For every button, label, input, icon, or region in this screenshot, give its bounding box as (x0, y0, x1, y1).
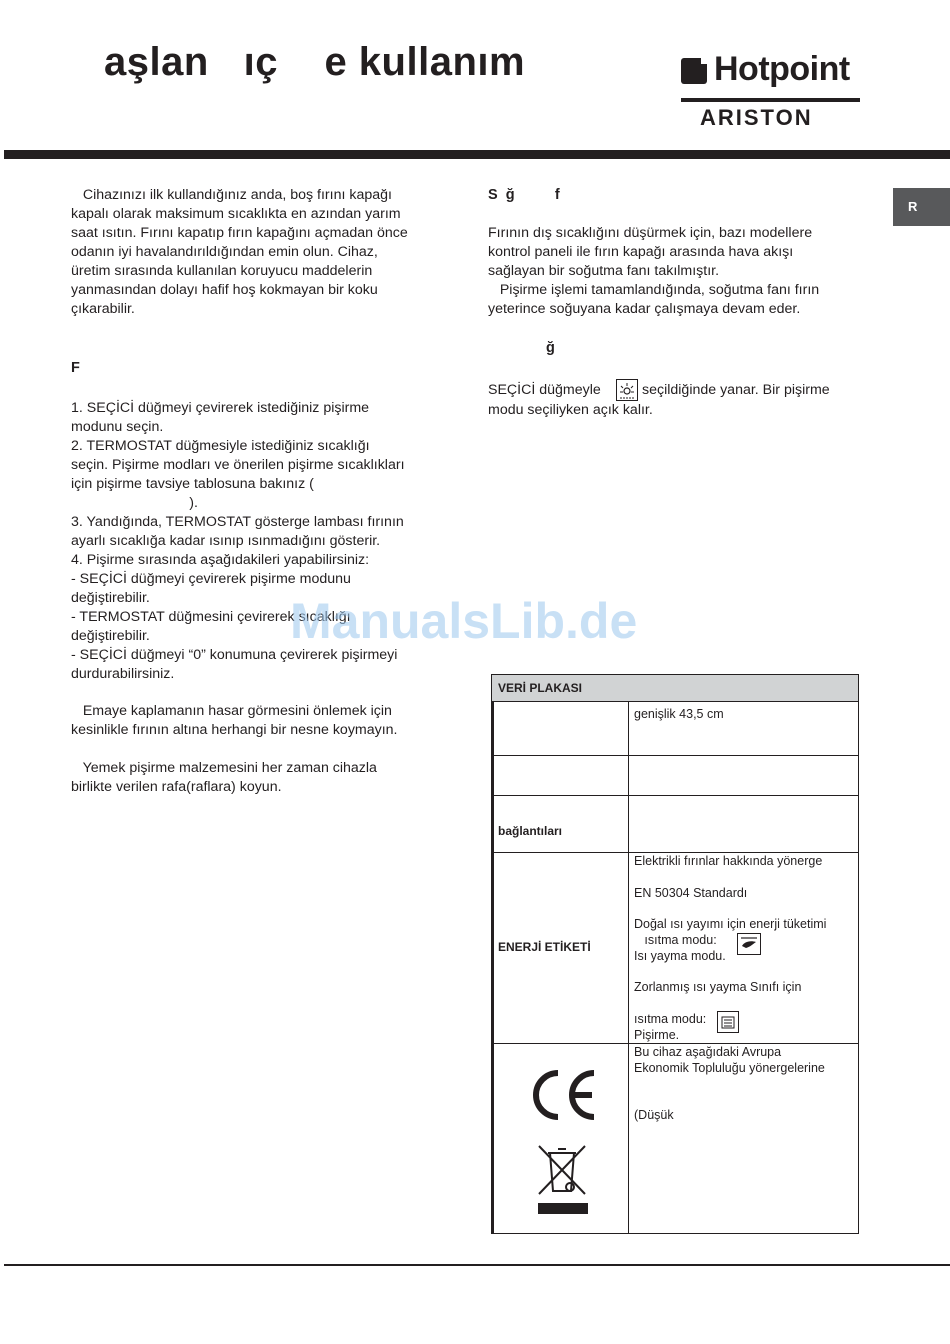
data-plate-header: VERİ PLAKASI (492, 675, 858, 702)
lamp-text-line2: modu seçiliyken açık kalır. (488, 402, 653, 418)
enamel-paragraph: Emaye kaplamanın hasar görmesini önlemek için kesinlikle fırının altına herhangi bir nesne koymayın. (71, 703, 398, 738)
page-title: aşlan ıç e kullanım (104, 40, 526, 84)
eu-line: (Düşük (634, 1108, 674, 1122)
energy-line: Isı yayma modu. (634, 949, 726, 963)
energy-label: ENERJİ ETİKETİ (498, 940, 591, 954)
brand-sub: ARISTON (700, 105, 813, 130)
section-heading-lamp: ğ (546, 340, 555, 356)
connections-label: bağlantıları (498, 824, 563, 838)
lamp-text-end: seçildiğinde yanar. Bir pişirme (642, 382, 830, 398)
logo-divider (681, 98, 860, 102)
lamp-text-start: SEÇİCİ düğmeyle (488, 382, 601, 398)
watermark: ManualsLib.de (290, 593, 638, 649)
energy-line: Elektrikli fırınlar hakkında yönerge (634, 854, 823, 868)
table-column-divider (628, 702, 629, 1233)
section-heading-fan: S ğ f (488, 187, 560, 203)
table-row-divider (492, 795, 858, 796)
energy-line: Pişirme. (634, 1028, 680, 1042)
eu-line: Ekonomik Topluluğu yönergelerine (634, 1061, 825, 1075)
fan-oven-mode-icon (717, 1011, 739, 1033)
energy-line: ısıtma modu: (634, 1012, 707, 1026)
language-tab: R (893, 188, 950, 226)
racks-paragraph: Yemek pişirme malzemesini her zaman cihazla birlikte verilen rafa(raflara) koyun. (71, 760, 377, 795)
energy-line: Doğal ısı yayımı için enerji tüketimi (634, 917, 827, 931)
footer-rule (4, 1264, 950, 1266)
brand-name: Hotpoint (714, 50, 850, 88)
dimension-value: genişlik 43,5 cm (634, 707, 724, 721)
ce-mark-icon (528, 1067, 598, 1123)
data-plate-table (491, 674, 859, 1234)
energy-line: ısıtma modu: (634, 933, 717, 947)
oven-lamp-icon (616, 379, 638, 401)
table-left-border (492, 702, 494, 1233)
energy-line: EN 50304 Standardı (634, 886, 748, 900)
fan-paragraph: Fırının dış sıcaklığını düşürmek için, bazı modellere kontrol paneli ile fırın kapağı arasında hava akışı sağlayan bir soğutma fanı takılmıştır. Pişirme işlemi tamamlandığında, soğutma fanı fırın yeterince soğuyana kadar çalışmaya devam eder. (488, 225, 820, 317)
logo-square-icon (681, 58, 707, 84)
weee-bin-icon (536, 1143, 588, 1215)
header-rule (4, 150, 950, 159)
steps-paragraph: 1. SEÇİCİ düğmeyi çevirerek istediğiniz pişirme modunu seçin. 2. TERMOSTAT düğmesiyle istediğiniz sıcaklığı seçin. Pişirme modları ve önerilen pişirme sıcaklıkları için pişirme tavsiye tablosuna bakınız ( ). 3. Yandığında, TERMOSTAT gösterge lambası fırının ayarlı sıcaklığa kadar ısınıp ısınmadığını gösterir. 4. Pişirme sırasında aşağıdakileri yapabilirsiniz: - SEÇİCİ düğmeyi çevirerek pişirme modunu değiştirebilir. - TERMOSTAT düğmesini çevirerek sıcaklığı değiştirebilir. - SEÇİCİ düğmeyi “0” konumuna çevirerek pişirmeyi durdurabilirsiniz. (71, 400, 405, 682)
convection-mode-icon (737, 933, 761, 955)
eu-line: Bu cihaz aşağıdaki Avrupa (634, 1045, 782, 1059)
intro-paragraph: Cihazınızı ilk kullandığınız anda, boş fırını kapağı kapalı olarak maksimum sıcaklıkta en azından yarım saat ısıtın. Fırını kapatıp fırın kapağını açmadan önce odanın iyi havalandırıldığından emin olun. Cihaz, üretim sırasında kullanılan koruyucu maddelerin yanmasından dolayı hafif hoş kokmayan bir koku çıkarabilir. (71, 187, 408, 317)
table-row-divider (492, 755, 858, 756)
energy-line: Zorlanmış ısı yayma Sınıfı için (634, 980, 802, 994)
section-heading-start: F (71, 360, 80, 376)
